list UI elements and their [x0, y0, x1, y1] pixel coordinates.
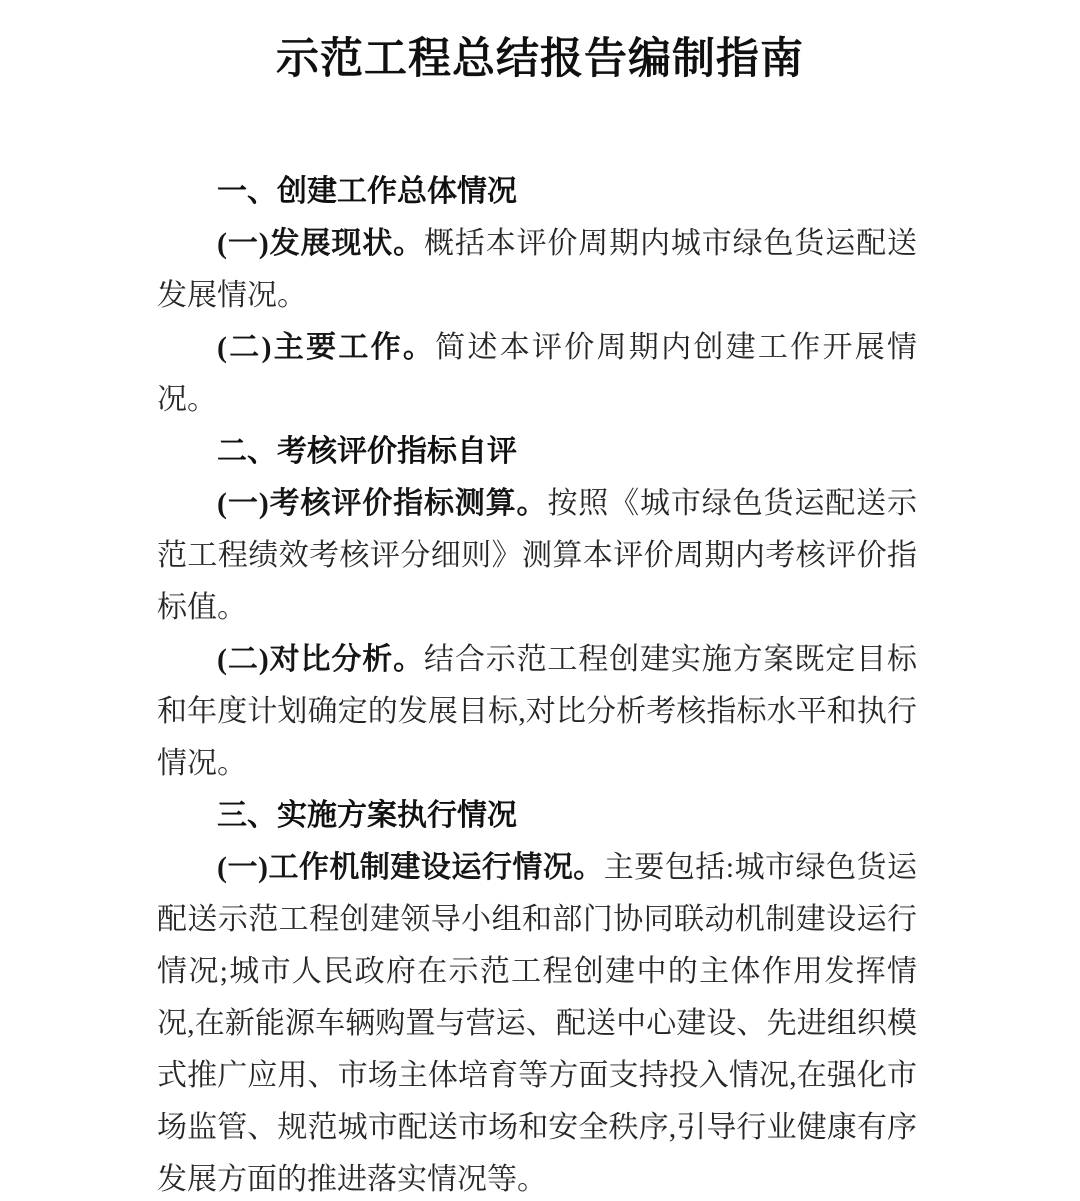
paragraph	[157, 322, 917, 426]
paragraph-text: 结合示范工程创建实施方案既定目标和年度计划确定的发展目标,对比分析考核指标水平和执行情况。	[157, 642, 918, 780]
paragraph-text: 按照《城市绿色货运配送示范工程绩效考核评分细则》测算本评价周期内考核评价指标值。	[157, 486, 918, 624]
paragraph	[157, 842, 917, 1201]
paragraph-label: (二)对比分析。	[217, 642, 424, 676]
paragraph	[157, 634, 917, 790]
section-heading: 二、考核评价指标自评	[217, 434, 517, 468]
paragraph-text: 概括本评价周期内城市绿色货运配送发展情况。	[157, 226, 918, 312]
document-title: 示范工程总结报告编制指南	[276, 35, 804, 83]
section-heading: 三、实施方案执行情况	[217, 798, 517, 832]
paragraph-label: (一)考核评价指标测算。	[217, 486, 548, 520]
paragraph	[157, 218, 917, 322]
paragraph-text: 主要包括:城市绿色货运配送示范工程创建领导小组和部门协同联动机制建设运行情况;城市人民政府在示范工程创建中的主体作用发挥情况,在新能源车辆购置与营运、配送中心建设、先进组织模式推广应用、市场主体培育等方面支持投入情况,在强化市场监管、规范城市配送市场和安全秩序,引导行业健康有序发展方面的推进落实情况等。	[157, 850, 917, 1196]
document-body	[157, 166, 917, 1201]
paragraph-label: (一)工作机制建设运行情况。	[217, 850, 604, 884]
paragraph-label: (二)主要工作。	[217, 330, 436, 364]
section-heading: 一、创建工作总体情况	[217, 174, 517, 208]
paragraph	[157, 478, 917, 634]
paragraph-text: 简述本评价周期内创建工作开展情况。	[157, 330, 917, 416]
paragraph-label: (一)发展现状。	[217, 226, 424, 260]
